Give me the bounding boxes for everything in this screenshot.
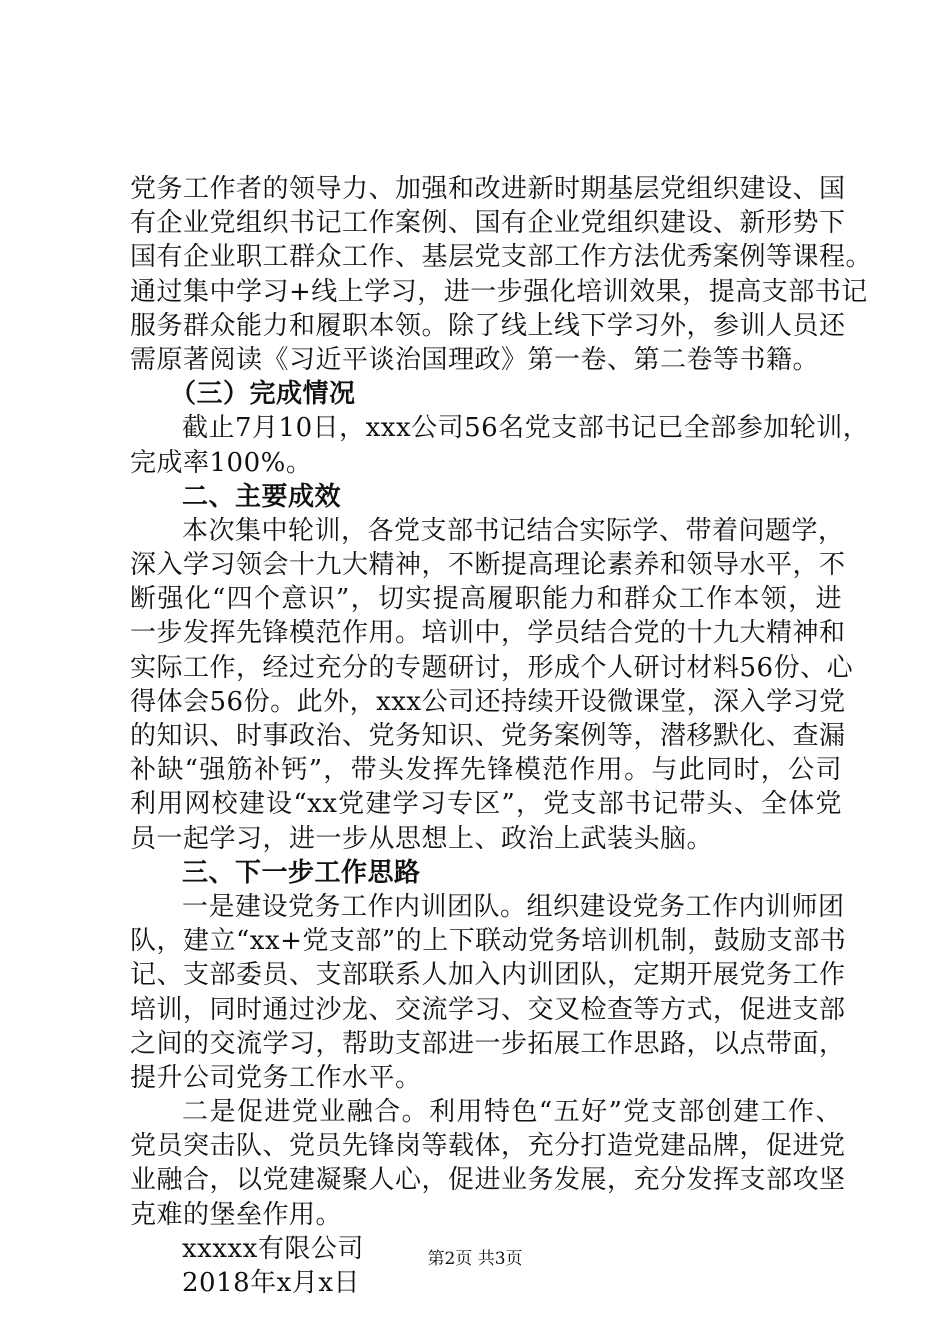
body-line: 提升公司党务工作水平。 — [130, 1062, 422, 1093]
body-line: 实际工作，经过充分的专题研讨，形成个人研讨材料56份、心 — [130, 652, 854, 683]
body-line: 的知识、时事政治、党务知识、党务案例等，潜移默化、查漏 — [130, 721, 846, 751]
section-heading-results: 二、主要成效 — [182, 481, 342, 512]
body-line: 二是促进党业融合。利用特色“五好”党支部创建工作、 — [182, 1097, 842, 1128]
body-line: 服务群众能力和履职本领。除了线上线下学习外，参训人员还 — [130, 310, 846, 341]
section-heading-next-steps: 三、下一步工作思路 — [182, 857, 421, 888]
body-line: 国有企业职工群众工作、基层党支部工作方法优秀案例等课程。 — [130, 242, 873, 273]
body-line: 业融合，以党建凝聚人心，促进业务发展，充分发挥支部攻坚 — [130, 1165, 846, 1196]
body-line: 有企业党组织书记工作案例、国有企业党组织建设、新形势下 — [130, 208, 846, 239]
body-line: 员一起学习，进一步从思想上、政治上武装头脑。 — [130, 823, 714, 854]
body-line: 得体会56份。此外，xxx公司还持续开设微课堂，深入学习党 — [130, 686, 846, 717]
body-line: 一步发挥先锋模范作用。培训中，学员结合党的十九大精神和 — [130, 618, 846, 649]
body-line: 记、支部委员、支部联系人加入内训团队，定期开展党务工作 — [130, 960, 846, 991]
signature-company: xxxxx有限公司 — [182, 1233, 364, 1264]
body-line: 补缺“强筋补钙”，带头发挥先锋模范作用。与此同时，公司 — [130, 755, 842, 786]
body-line: 需原著阅读《习近平谈治国理政》第一卷、第二卷等书籍。 — [130, 344, 820, 375]
body-line: 完成率100%。 — [130, 447, 313, 478]
body-line: 之间的交流学习，帮助支部进一步拓展工作思路，以点带面， — [130, 1028, 846, 1059]
document-body — [130, 172, 873, 1300]
body-line: 本次集中轮训，各党支部书记结合实际学、带着问题学， — [182, 515, 845, 546]
body-line: 队，建立“xx+党支部”的上下联动党务培训机制，鼓励支部书 — [130, 926, 847, 957]
body-line: 克难的堡垒作用。 — [130, 1199, 343, 1230]
body-line: 深入学习领会十九大精神，不断提高理论素养和领导水平，不 — [130, 550, 846, 581]
body-line: 党务工作者的领导力、加强和改进新时期基层党组织建设、国 — [130, 174, 846, 204]
page-footer: 第2页 共3页 — [427, 1249, 523, 1269]
body-line: 截止7月10日，xxx公司56名党支部书记已全部参加轮训， — [182, 413, 870, 444]
body-line: 党员突击队、党员先锋岗等载体，充分打造党建品牌，促进党 — [130, 1131, 846, 1162]
body-line: 断强化“四个意识”，切实提高履职能力和群众工作本领，进 — [130, 584, 842, 615]
body-line: 一是建设党务工作内训团队。组织建设党务工作内训师团 — [182, 891, 845, 922]
body-line: 通过集中学习+线上学习，进一步强化培训效果，提高支部书记 — [130, 276, 868, 307]
section-heading-completion: （三）完成情况 — [170, 379, 356, 410]
body-line: 培训，同时通过沙龙、交流学习、交叉检查等方式，促进支部 — [130, 994, 846, 1025]
signature-date: 2018年x月x日 — [182, 1268, 360, 1298]
body-line: 利用网校建设“xx党建学习专区”，党支部书记带头、全体党 — [130, 789, 842, 820]
